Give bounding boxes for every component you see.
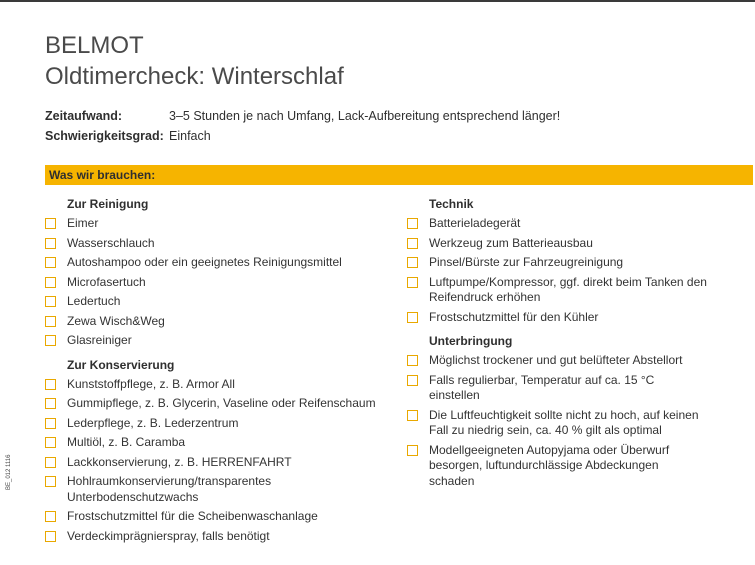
checklist-item-label: Eimer: [67, 216, 99, 230]
checklist-item-label: Falls regulierbar, Temperatur auf ca. 15 °C einstellen: [429, 372, 655, 402]
checkbox[interactable]: [45, 316, 56, 327]
checklist-item-label: Lackkonservierung, z. B. HERRENFAHRT: [67, 454, 292, 469]
checklist-item-label: Kunststoffpflege, z. B. Armor All: [67, 376, 235, 391]
checklist-item: [407, 408, 707, 439]
checklist-item: [407, 236, 707, 252]
checkbox[interactable]: [45, 476, 56, 487]
checklist-item: [45, 314, 395, 330]
checklist-item-label: Glasreiniger: [67, 333, 132, 347]
checklist-item-label: Die Luftfeuchtigkeit sollte nicht zu hoch, auf keinen Fall zu niedrig sein, ca. 40 % gilt als optimal: [429, 407, 699, 437]
page-title: Oldtimercheck: Winterschlaf: [45, 63, 344, 90]
checklist-item-label: Hohlraumkonservierung/transparentes Unterbodenschutzwachs: [67, 474, 272, 504]
checkbox[interactable]: [45, 457, 56, 468]
section-title: Zur Konservierung: [67, 357, 175, 372]
checklist-item: [407, 275, 707, 306]
checklist-item: [45, 529, 395, 545]
checklist-item-label: Microfasertuch: [67, 274, 146, 289]
checkbox[interactable]: [45, 238, 56, 249]
checklist-item-label: Modellgeeigneten Autopyjama oder Überwurf besorgen, luftundurchlässige Abdeckungen schaden: [429, 442, 670, 488]
checkbox[interactable]: [407, 410, 418, 421]
requirements-header-band: [45, 165, 753, 185]
right-column: [407, 197, 707, 498]
document-code: BE_012 1116: [6, 454, 12, 490]
checkbox[interactable]: [407, 312, 418, 323]
top-rule: [0, 0, 755, 2]
difficulty-row: [45, 127, 211, 145]
checkbox[interactable]: [407, 355, 418, 366]
checklist-item: [45, 236, 395, 252]
checklist-item: [45, 275, 395, 291]
checklist-item: [407, 310, 707, 326]
section-title: Zur Reinigung: [67, 197, 149, 211]
checkbox[interactable]: [45, 531, 56, 542]
checkbox[interactable]: [45, 335, 56, 346]
section-title: Unterbringung: [429, 334, 513, 348]
checklist-item-label: Frostschutzmittel für den Kühler: [429, 309, 599, 324]
checklist-item: [45, 509, 395, 525]
checkbox[interactable]: [45, 379, 56, 390]
checklist-item: [45, 216, 395, 232]
section-zur-konservierung: [45, 358, 395, 545]
checkbox[interactable]: [45, 257, 56, 268]
checkbox[interactable]: [45, 511, 56, 522]
checklist-item-label: Gummipflege, z. B. Glycerin, Vaseline oder Reifenschaum: [67, 396, 376, 410]
checklist-item-label: Luftpumpe/Kompressor, ggf. direkt beim Tanken den Reifendruck erhöhen: [429, 274, 707, 304]
checklist-item: [45, 294, 395, 310]
checklist-item: [45, 416, 395, 432]
checklist-item: [407, 373, 707, 404]
time-value: 3–5 Stunden je nach Umfang, Lack-Aufbereitung entsprechend länger!: [169, 109, 561, 123]
checklist-item-label: Frostschutzmittel für die Scheibenwaschanlage: [67, 509, 318, 523]
checklist-item: [45, 455, 395, 471]
checklist-item-label: Verdeckimprägnierspray, falls benötigt: [67, 528, 270, 543]
time-label: Zeitaufwand:: [45, 109, 123, 123]
checkbox[interactable]: [407, 218, 418, 229]
difficulty-label: Schwierigkeitsgrad:: [45, 129, 164, 143]
checklist-item-label: Autoshampoo oder ein geeignetes Reinigungsmittel: [67, 255, 342, 269]
checklist-item-label: Ledertuch: [67, 294, 121, 308]
checkbox[interactable]: [407, 257, 418, 268]
checkbox[interactable]: [407, 375, 418, 386]
section-technik: [407, 197, 707, 325]
checklist-item: [407, 255, 707, 271]
section-title: Technik: [429, 197, 474, 211]
checklist-item: [45, 474, 395, 505]
checklist-item: [45, 435, 395, 451]
checkbox[interactable]: [45, 296, 56, 307]
checklist-item: [45, 333, 395, 349]
checklist-item-label: Pinsel/Bürste zur Fahrzeugreinigung: [429, 255, 624, 269]
checkbox[interactable]: [45, 218, 56, 229]
difficulty-value: Einfach: [169, 129, 211, 143]
checkbox[interactable]: [45, 418, 56, 429]
checklist-item-label: Wasserschlauch: [67, 235, 155, 250]
checklist-item: [45, 255, 395, 271]
checklist-item-label: Möglichst trockener und gut belüfteter Abstellort: [429, 353, 683, 367]
checklist-item: [407, 443, 707, 490]
left-column: [45, 197, 395, 553]
checkbox[interactable]: [45, 277, 56, 288]
checklist-item-label: Lederpflege, z. B. Lederzentrum: [67, 415, 239, 430]
section-unterbringung: [407, 334, 707, 489]
checkbox[interactable]: [407, 277, 418, 288]
checkbox[interactable]: [45, 437, 56, 448]
brand-name: BELMOT: [45, 32, 144, 59]
checklist-item-label: Werkzeug zum Batterieausbau: [429, 235, 593, 250]
checkbox[interactable]: [407, 238, 418, 249]
checkbox[interactable]: [407, 445, 418, 456]
requirements-header: Was wir brauchen:: [49, 168, 156, 182]
checklist-item: [407, 353, 707, 369]
checklist-item-label: Multiöl, z. B. Caramba: [67, 435, 186, 449]
checklist-item-label: Batterieladegerät: [429, 216, 521, 230]
checkbox[interactable]: [45, 398, 56, 409]
checklist-item: [407, 216, 707, 232]
checklist-item-label: Zewa Wisch&Weg: [67, 313, 165, 328]
time-row: [45, 107, 560, 125]
checklist-item: [45, 396, 395, 412]
section-zur-reinigung: [45, 197, 395, 349]
checklist-item: [45, 377, 395, 393]
